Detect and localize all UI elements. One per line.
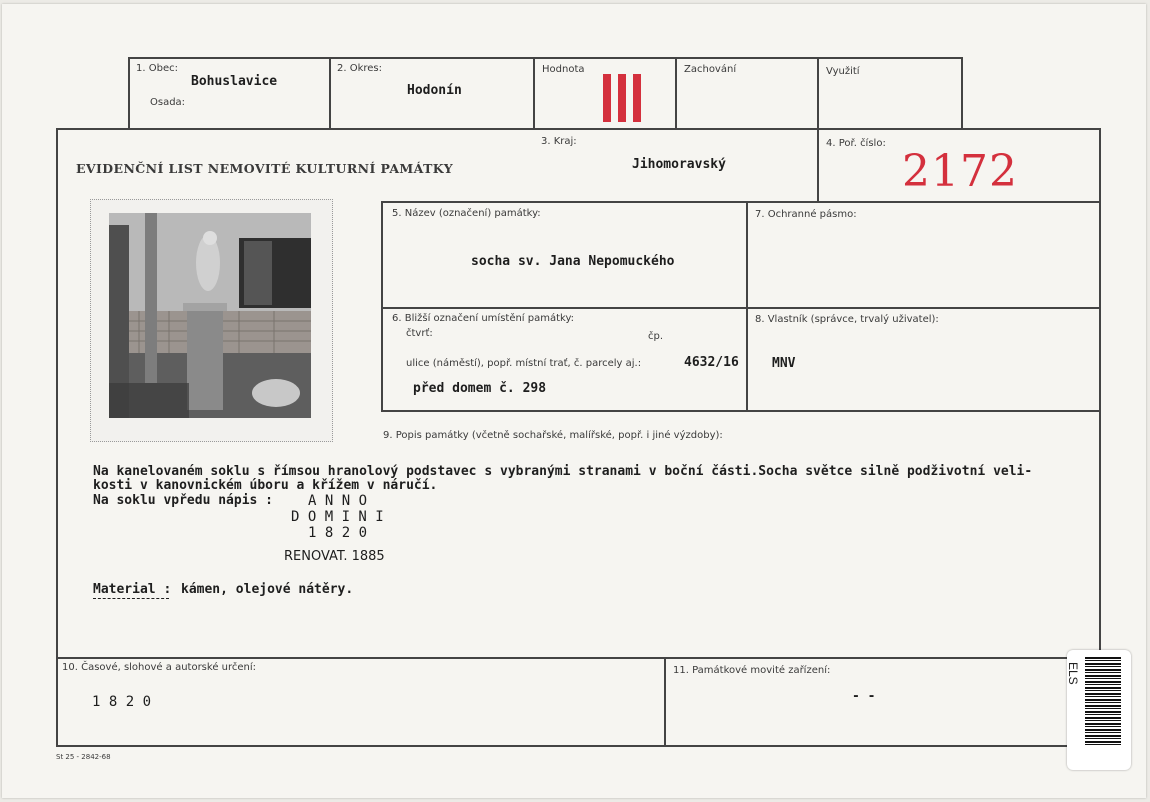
umisteni-label: 6. Bližší označení umístění památky: bbox=[392, 313, 575, 324]
divider bbox=[381, 307, 1101, 309]
statue-photo-illustration bbox=[109, 213, 311, 418]
main-top-border bbox=[56, 128, 1101, 130]
inscription-line-1: A N N O bbox=[308, 493, 368, 509]
divider bbox=[381, 410, 1101, 412]
popis-line-2: kosti v kanovnickém úboru a křížem v náručí. bbox=[93, 478, 438, 493]
nazev-label: 5. Název (označení) památky: bbox=[392, 208, 541, 219]
divider bbox=[381, 201, 1101, 203]
divider bbox=[533, 57, 535, 130]
casove-value: 1 8 2 0 bbox=[92, 694, 152, 710]
movite-value: - - bbox=[852, 689, 876, 704]
sticker-text: ELS bbox=[1066, 662, 1080, 685]
inscription-line-3: 1 8 2 0 bbox=[308, 525, 368, 541]
material-underline bbox=[93, 598, 169, 599]
vlastnik-label: 8. Vlastník (správce, trvalý uživatel): bbox=[755, 314, 939, 325]
barcode bbox=[1085, 657, 1121, 747]
vyuziti-label: Využití bbox=[826, 66, 860, 77]
ochranne-pasmo-label: 7. Ochranné pásmo: bbox=[755, 209, 857, 220]
divider bbox=[961, 57, 963, 130]
popis-line-3: Na soklu vpředu nápis : bbox=[93, 493, 274, 508]
stamp-bar bbox=[633, 74, 641, 122]
divider bbox=[817, 57, 819, 202]
zachovani-label: Zachování bbox=[684, 64, 737, 75]
ctvrt-label: čtvrť: bbox=[406, 328, 433, 339]
obec-label: 1. Obec: bbox=[136, 63, 178, 74]
stamp-bar bbox=[618, 74, 626, 122]
header-top-border bbox=[128, 57, 963, 59]
material-value: kámen, olejové nátěry. bbox=[181, 582, 354, 597]
footer-code: St 25 - 2842-68 bbox=[56, 753, 111, 761]
hodnota-stamp bbox=[603, 74, 643, 122]
okres-label: 2. Okres: bbox=[337, 63, 383, 74]
por-cislo-value: 2172 bbox=[902, 146, 1018, 197]
kraj-label: 3. Kraj: bbox=[541, 136, 577, 147]
hodnota-label: Hodnota bbox=[542, 64, 585, 75]
inscription-line-2: D O M I N I bbox=[291, 509, 384, 525]
pred-domem-value: před domem č. 298 bbox=[413, 381, 547, 396]
por-cislo-label: 4. Poř. číslo: bbox=[826, 138, 886, 149]
popis-line-1: Na kanelovaném soklu s římsou hranolový podstavec s vybranými stranami v boční části.Socha světce silně podživotní veli- bbox=[93, 464, 1033, 479]
monument-photo bbox=[109, 213, 311, 418]
divider bbox=[746, 201, 748, 411]
ulice-label: ulice (náměstí), popř. místní trať, č. parcely aj.: bbox=[406, 358, 642, 369]
renovat-line: RENOVAT. 1885 bbox=[284, 549, 385, 564]
kraj-value: Jihomoravský bbox=[632, 157, 726, 172]
header-left-border bbox=[128, 57, 130, 128]
vlastnik-value: MNV bbox=[772, 356, 796, 371]
obec-value: Bohuslavice bbox=[191, 74, 278, 89]
divider bbox=[329, 57, 331, 128]
osada-label: Osada: bbox=[150, 97, 186, 108]
okres-value: Hodonín bbox=[407, 83, 462, 98]
divider bbox=[664, 657, 666, 746]
popis-label: 9. Popis památky (včetně sochařské, malířské, popř. i jiné výzdoby): bbox=[383, 430, 723, 441]
main-left-border bbox=[56, 128, 58, 746]
nazev-value: socha sv. Jana Nepomuckého bbox=[471, 254, 675, 269]
divider bbox=[675, 57, 677, 130]
casove-label: 10. Časové, slohové a autorské určení: bbox=[62, 662, 257, 673]
form-title: EVIDENČNÍ LIST NEMOVITÉ KULTURNÍ PAMÁTKY bbox=[76, 161, 454, 176]
material-label: Material : bbox=[93, 582, 172, 597]
stamp-bar bbox=[603, 74, 611, 122]
cp-label: čp. bbox=[648, 331, 664, 342]
movite-label: 11. Památkové movité zařízení: bbox=[673, 665, 831, 676]
divider bbox=[381, 201, 383, 411]
main-bottom-border bbox=[56, 745, 1101, 747]
divider bbox=[56, 657, 1101, 659]
parcela-value: 4632/16 bbox=[684, 355, 739, 370]
